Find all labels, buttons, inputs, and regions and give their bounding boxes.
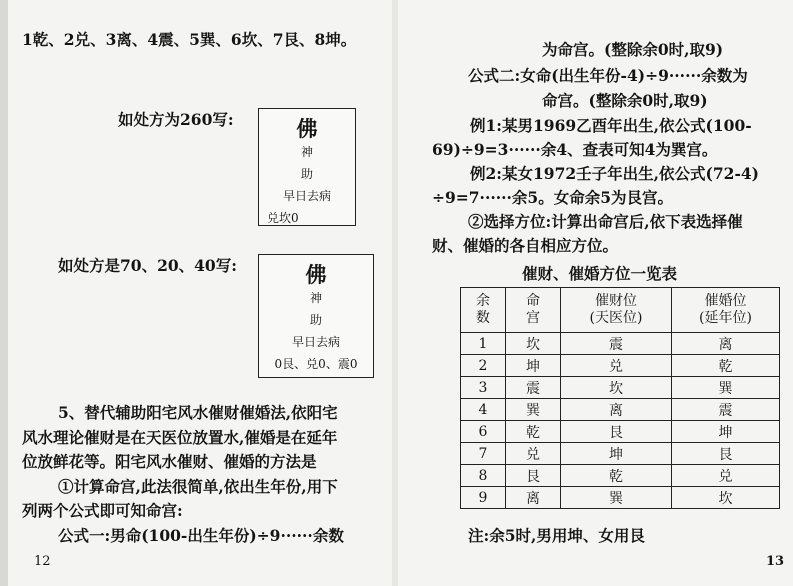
header-cuicai: 催财位 (天医位) (561, 288, 672, 333)
table-cell: 巽 (506, 399, 561, 421)
header-yushu: 余 数 (461, 288, 506, 333)
header-cuihun: 催婚位 (延年位) (672, 288, 780, 333)
prescription-260-label: 如处方为260写: (118, 110, 234, 129)
table-cell: 兑 (672, 465, 780, 487)
table-cell: 艮 (506, 465, 561, 487)
table-cell: 8 (461, 465, 506, 487)
example-two: 例2:某女1972壬子年出生,依公式(72-4) (470, 164, 759, 183)
page-number: 12 (34, 554, 51, 569)
table-cell: 1 (461, 333, 506, 355)
table-cell: 艮 (561, 421, 672, 443)
example-two-cont: ÷9=7······余5。女命余5为艮宫。 (432, 188, 673, 207)
table-cell: 乾 (561, 465, 672, 487)
talisman-fo-char: 佛 (305, 262, 327, 287)
talisman-code: 0艮、兑0、震0 (274, 357, 358, 371)
talisman-260 (258, 108, 356, 226)
table-cell: 7 (461, 443, 506, 465)
example-one-cont: 69)÷9=3······余4、查表可知4为巽宫。 (432, 140, 718, 159)
body-line: 列两个公式即可知命宫: (22, 501, 183, 520)
talisman-line: 早日去病 (282, 189, 331, 203)
table-cell: 艮 (672, 443, 780, 465)
direction-table (460, 287, 780, 509)
body-line: ①计算命宫,此法很简单,依出生年份,用下 (58, 477, 338, 496)
body-line: 命宫。(整除余0时,取9) (542, 91, 708, 110)
talisman-line: 神 (300, 145, 313, 159)
trigram-list: 1乾、2兑、3离、4震、5巽、6坎、7艮、8坤。 (22, 30, 357, 49)
table-cell: 离 (561, 399, 672, 421)
body-line: 财、催婚的各自相应方位。 (432, 236, 619, 255)
table-cell: 离 (672, 333, 780, 355)
table-row (461, 487, 780, 509)
right-page (396, 0, 793, 586)
body-line: 5、替代辅助阳宅风水催财催婚法,依阳宅 (58, 403, 338, 422)
table-header-row (461, 288, 780, 333)
table-cell: 兑 (506, 443, 561, 465)
talisman-line: 助 (309, 313, 322, 327)
table-cell: 震 (561, 333, 672, 355)
body-line: ②选择方位:计算出命宫后,依下表选择催 (468, 212, 743, 231)
talisman-70-20-40 (258, 254, 374, 378)
talisman-code: 兑坎0 (267, 211, 299, 225)
table-row (461, 355, 780, 377)
left-page (0, 0, 396, 586)
body-line: 为命宫。(整除余0时,取9) (542, 40, 724, 59)
table-cell: 坎 (561, 377, 672, 399)
table-cell: 2 (461, 355, 506, 377)
table-note: 注:余5时,男用坤、女用艮 (468, 526, 645, 545)
table-row (461, 421, 780, 443)
body-line: 风水理论催财是在天医位放置水,催婚是在延年 (22, 428, 338, 447)
talisman-line: 助 (300, 167, 313, 181)
prescription-70-20-40-label: 如处方是70、20、40写: (58, 256, 237, 275)
table-cell: 坤 (672, 421, 780, 443)
table-title: 催财、催婚方位一览表 (522, 264, 678, 283)
table-cell: 9 (461, 487, 506, 509)
table-cell: 乾 (672, 355, 780, 377)
table-cell: 巽 (561, 487, 672, 509)
talisman-line: 神 (309, 291, 322, 305)
page-number: 13 (766, 554, 785, 569)
table-cell: 震 (672, 399, 780, 421)
table-row (461, 443, 780, 465)
header-minggong: 命 宫 (506, 288, 561, 333)
formula-two: 公式二:女命(出生年份-4)÷9······余数为 (468, 66, 748, 85)
body-line: 位放鲜花等。阳宅风水催财、催婚的方法是 (22, 452, 317, 471)
table-cell: 离 (506, 487, 561, 509)
table-cell: 震 (506, 377, 561, 399)
example-one: 例1:某男1969乙酉年出生,依公式(100- (470, 116, 752, 135)
talisman-fo-char: 佛 (296, 116, 318, 141)
table-cell: 3 (461, 377, 506, 399)
table-row (461, 333, 780, 355)
table-row (461, 465, 780, 487)
table-cell: 坎 (672, 487, 780, 509)
table-row (461, 399, 780, 421)
talisman-line: 早日去病 (291, 335, 340, 349)
table-row (461, 377, 780, 399)
table-cell: 坤 (506, 355, 561, 377)
table-cell: 坤 (561, 443, 672, 465)
formula-one: 公式一:男命(100-出生年份)÷9······余数 (58, 526, 344, 545)
table-cell: 4 (461, 399, 506, 421)
table-cell: 兑 (561, 355, 672, 377)
table-cell: 坎 (506, 333, 561, 355)
table-cell: 6 (461, 421, 506, 443)
table-cell: 巽 (672, 377, 780, 399)
table-cell: 乾 (506, 421, 561, 443)
